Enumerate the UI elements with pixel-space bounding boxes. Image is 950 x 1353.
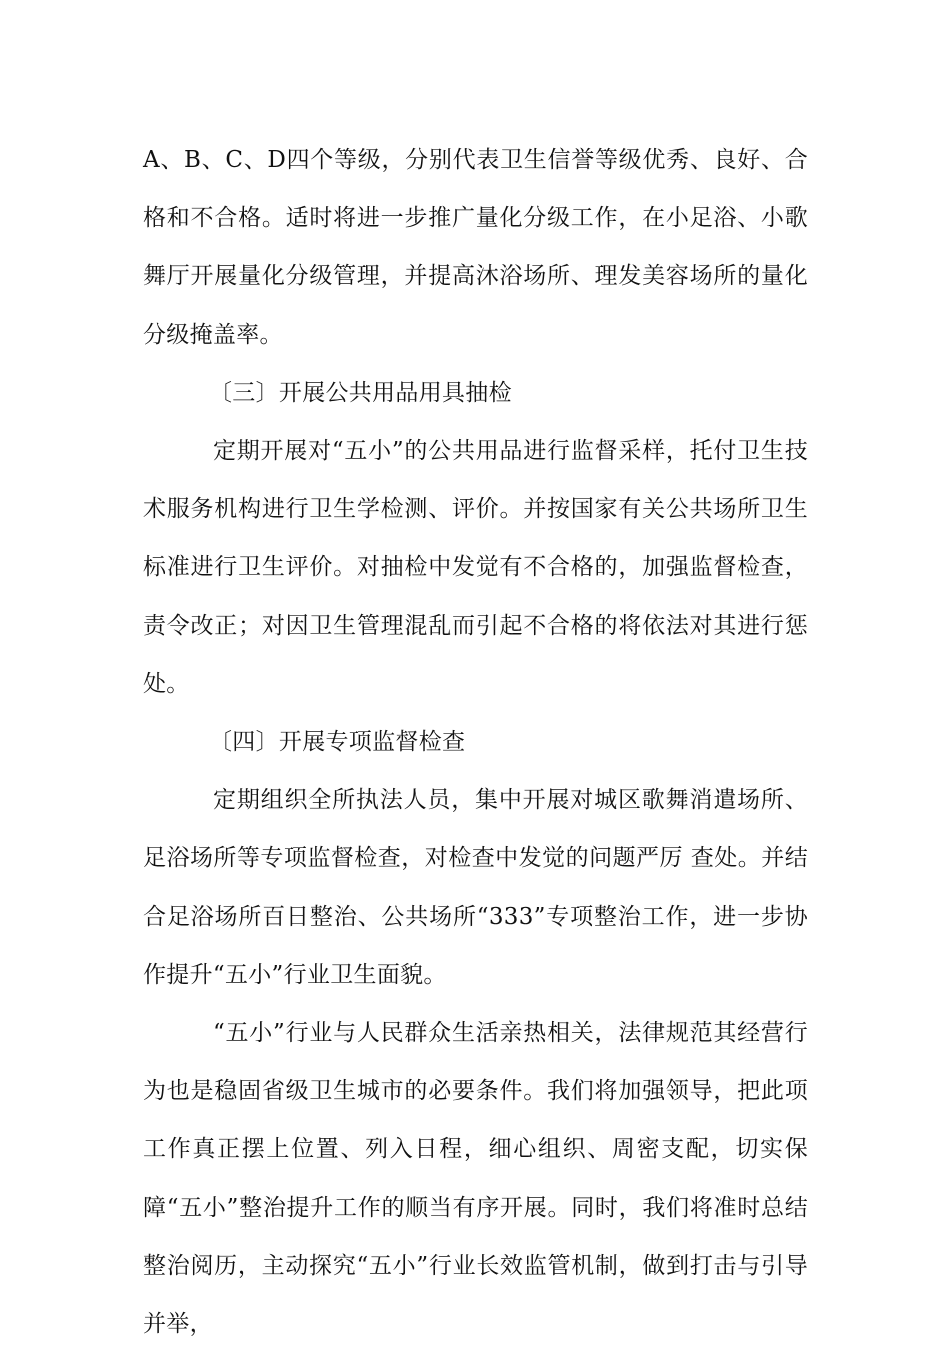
section-heading-3: 〔三〕开展公共用品用具抽检 [209,379,512,406]
document-body [143,131,808,1353]
paragraph-sampling: 定期开展对“五小”的公共用品进行监督采样，托付卫生技术服务机构进行卫生学检测、评价。并按国家有关公共场所卫生标准进行卫生评价。对抽检中发觉有不合格的，加强监督检查，责令改正；对因卫生管理混乱而引起不合格的将依法对其进行惩处。 [143,438,808,697]
section-heading-4: 〔四〕开展专项监督检查 [209,729,466,756]
paragraph-special-inspection: 定期组织全所执法人员，集中开展对城区歌舞消遣场所、足浴场所等专项监督检查，对检查中发觉的问题严厉 查处。并结合足浴场所百日整治、公共场所“333”专项整治工作，进一步协作提升“五小”行业卫生面貌。 [143,787,808,988]
paragraph-summary: “五小”行业与人民群众生活亲热相关，法律规范其经营行为也是稳固省级卫生城市的必要条件。我们将加强领导，把此项工作真正摆上位置、列入日程，细心组织、周密支配，切实保障“五小”整治提升工作的顺当有序开展。同时，我们将准时总结整治阅历，主动探究“五小”行业长效监管机制，做到打击与引导并举， [143,1020,808,1338]
paragraph-grading-continued: A、B、C、D四个等级，分别代表卫生信誉等级优秀、良好、合格和不合格。适时将进一步推广量化分级工作，在小足浴、小歌舞厅开展量化分级管理，并提高沐浴场所、理发美容场所的量化分级掩盖率。 [143,147,808,348]
